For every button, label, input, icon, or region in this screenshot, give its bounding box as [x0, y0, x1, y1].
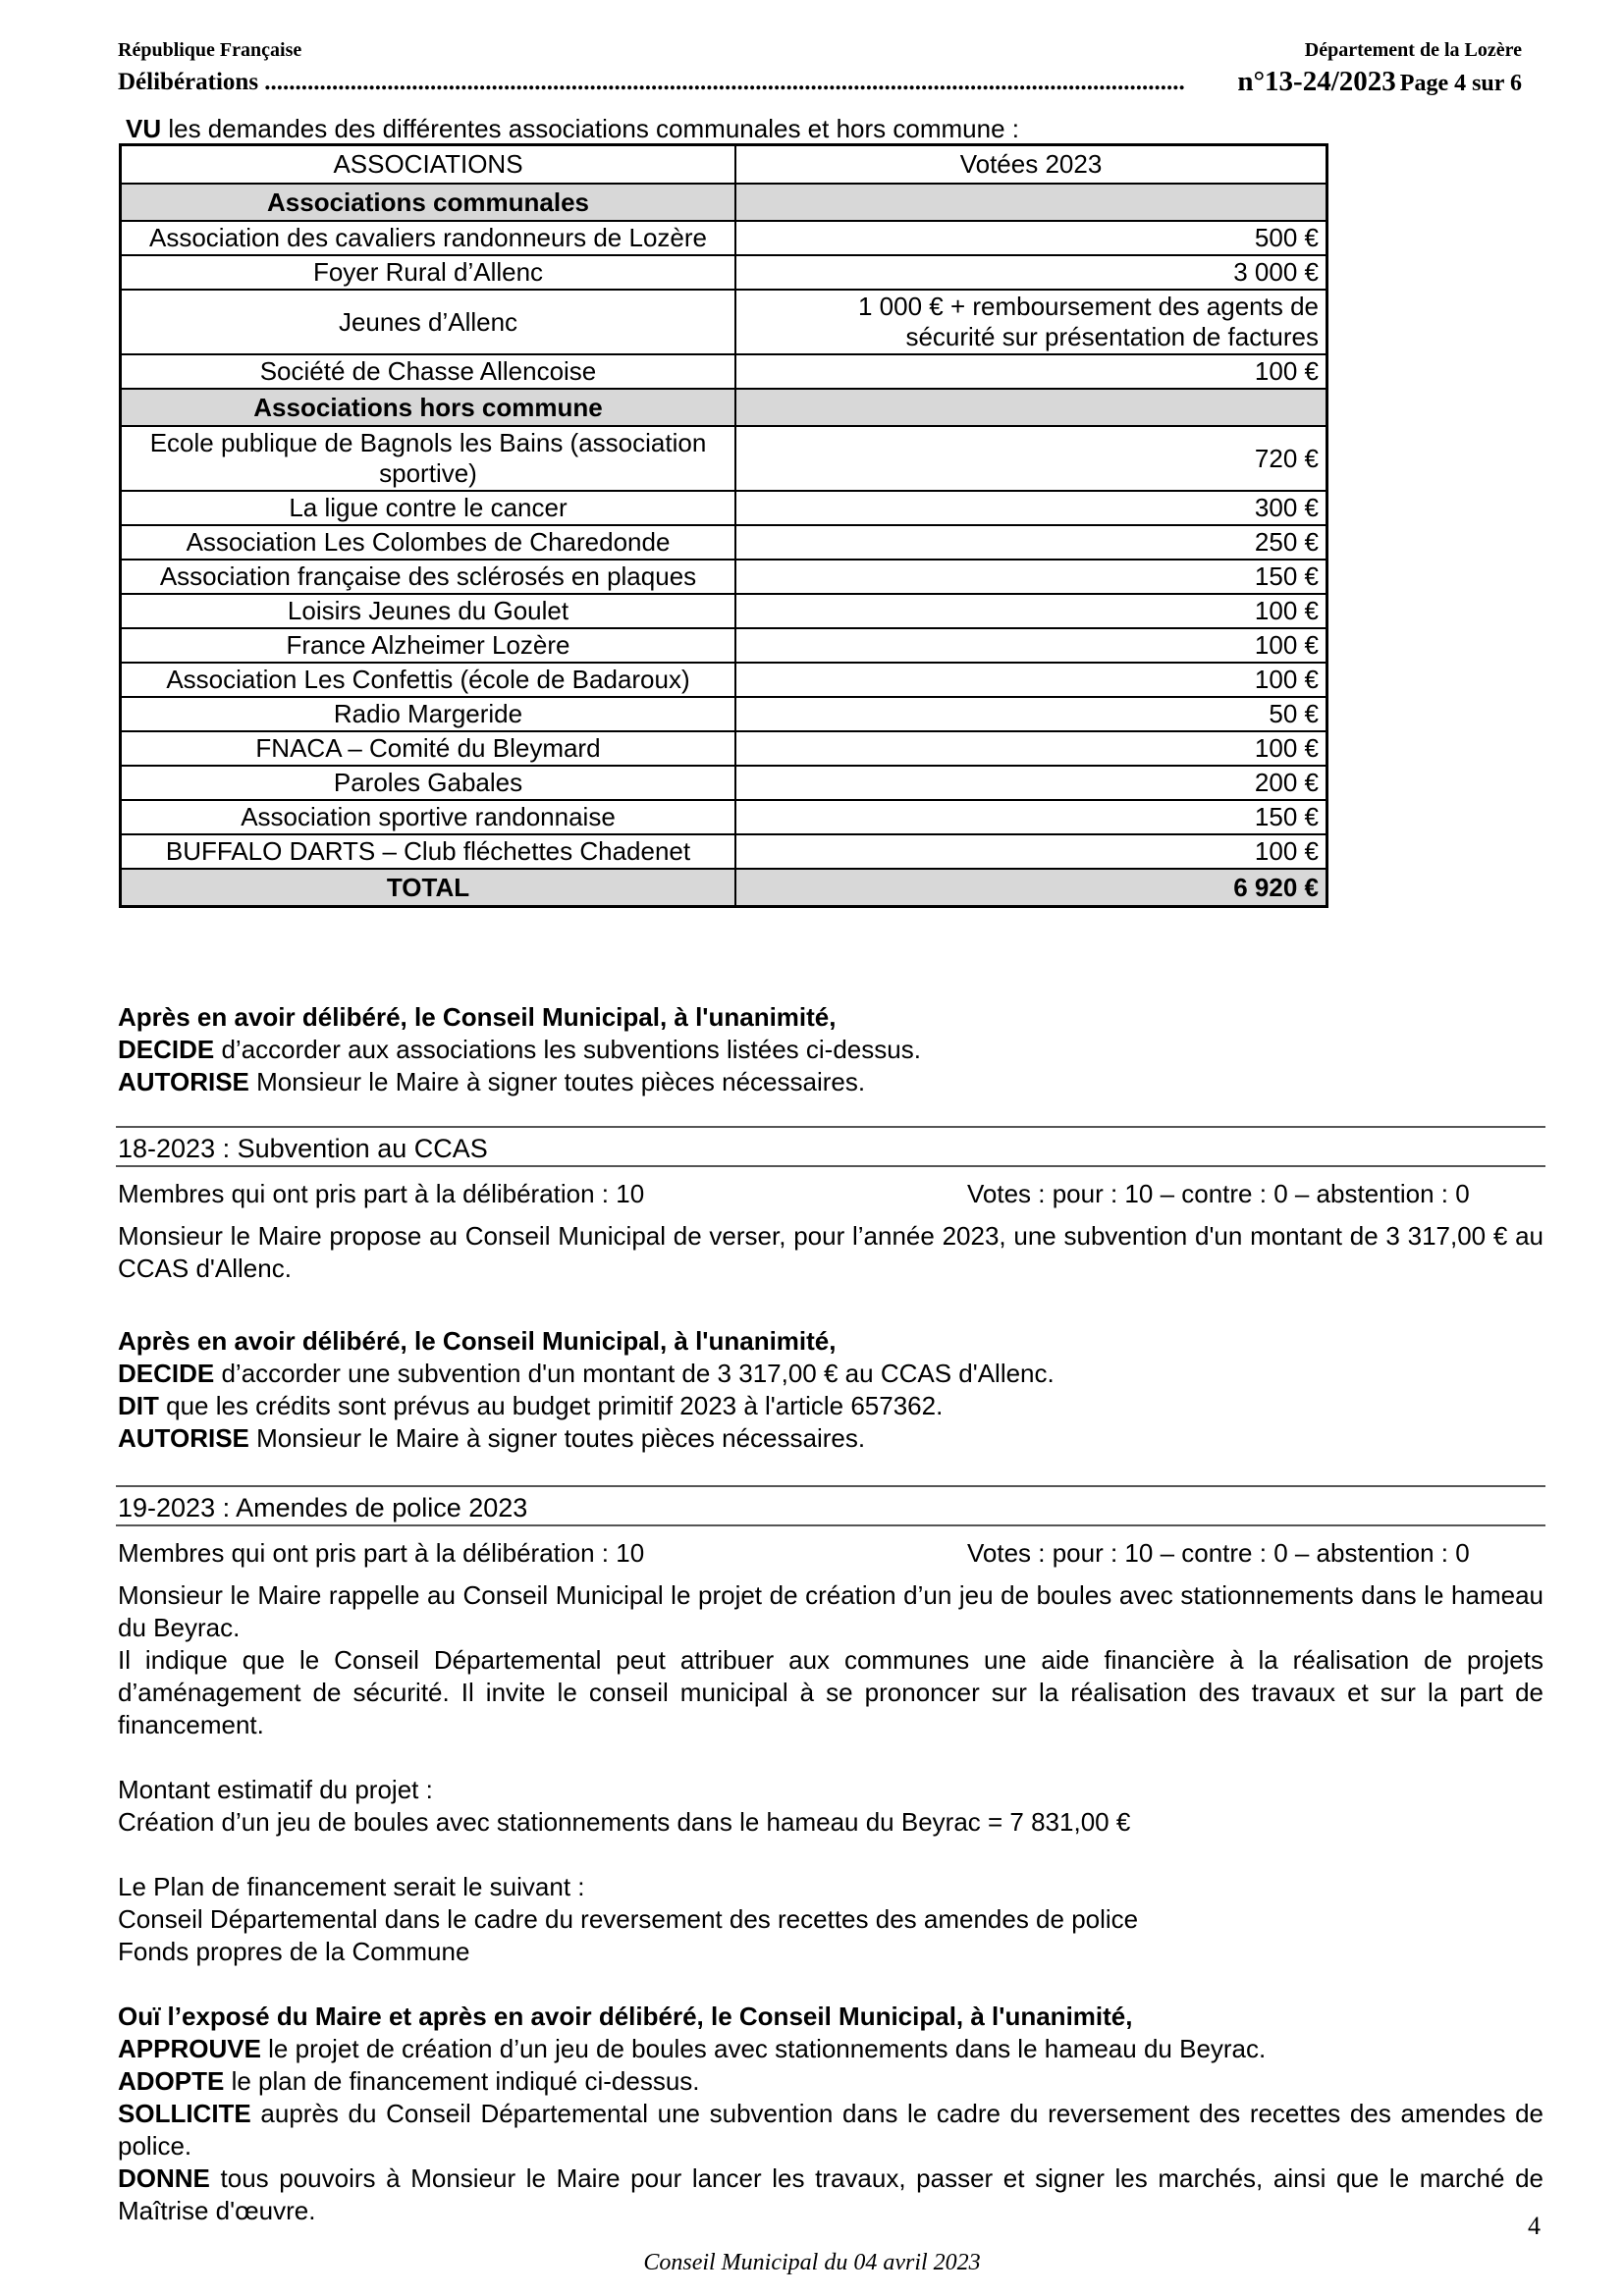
members-count-19: Membres qui ont pris part à la délibération : 10: [118, 1538, 645, 1568]
footer-caption: Conseil Municipal du 04 avril 2023: [643, 2250, 981, 2275]
table-row: [121, 834, 1327, 869]
table-row: [121, 663, 1327, 697]
approuve-keyword: APPROUVE: [118, 2034, 261, 2063]
table-row: [121, 594, 1327, 628]
members-count-18: Membres qui ont pris part à la délibération : 10: [118, 1179, 645, 1208]
adopte-text: le plan de financement indiqué ci-dessus.: [224, 2066, 700, 2096]
header-country: République Française: [118, 39, 302, 61]
plan-line: Fonds propres de la Commune: [118, 1937, 470, 1966]
assoc-name: Foyer Rural d’Allenc: [121, 255, 736, 290]
autorise-text: Monsieur le Maire à signer toutes pièces nécessaires.: [248, 1067, 866, 1096]
plan-label: Le Plan de financement serait le suivant :: [118, 1872, 585, 1901]
assoc-name: Paroles Gabales: [121, 766, 736, 800]
autorise-keyword: AUTORISE: [118, 1067, 249, 1096]
table-row: [121, 491, 1327, 525]
header-reference: [1237, 66, 1522, 98]
decision-block-ccas: [118, 1325, 1543, 1455]
decision-lead: Après en avoir délibéré, le Conseil Municipal, à l'unanimité,: [118, 1002, 837, 1032]
assoc-name: Association des cavaliers randonneurs de Lozère: [121, 221, 736, 255]
table-row: [121, 525, 1327, 560]
assoc-name: Jeunes d’Allenc: [121, 290, 736, 354]
montant-line: Création d’un jeu de boules avec stationnements dans le hameau du Beyrac = 7 831,00 €: [118, 1807, 1131, 1837]
assoc-amount: 100 €: [735, 594, 1327, 628]
assoc-name: BUFFALO DARTS – Club fléchettes Chadenet: [121, 834, 736, 869]
col-votees: Votées 2023: [735, 145, 1327, 185]
header-deliberations: Délibérations ......................................................................................................................................................: [118, 69, 1185, 95]
table-row: [121, 290, 1327, 354]
table-row: [121, 354, 1327, 389]
section-row-hors-commune: [121, 389, 1327, 426]
assoc-amount: 3 000 €: [735, 255, 1327, 290]
dit-text: que les crédits sont prévus au budget primitif 2023 à l'article 657362.: [158, 1391, 944, 1420]
section-label: Associations communales: [121, 184, 736, 221]
assoc-name: France Alzheimer Lozère: [121, 628, 736, 663]
assoc-name: Association Les Colombes de Charedonde: [121, 525, 736, 560]
assoc-amount: 250 €: [735, 525, 1327, 560]
header-department: Département de la Lozère: [1304, 39, 1522, 61]
assoc-amount: 100 €: [735, 354, 1327, 389]
table-row: [121, 731, 1327, 766]
table-row: [121, 221, 1327, 255]
assoc-name: Association Les Confettis (école de Badaroux): [121, 663, 736, 697]
assoc-amount: 300 €: [735, 491, 1327, 525]
intro-text: les demandes des différentes associations communales et hors commune :: [161, 114, 1019, 143]
table-row: [121, 426, 1327, 491]
page-number: 4: [1528, 2212, 1541, 2240]
sollicite-text: auprès du Conseil Départemental une subvention dans le cadre du reversement des recettes des amendes de police.: [118, 2099, 1543, 2161]
assoc-name: Ecole publique de Bagnols les Bains (association sportive): [121, 426, 736, 491]
assoc-amount: 720 €: [735, 426, 1327, 491]
sollicite-keyword: SOLLICITE: [118, 2099, 251, 2128]
total-label: TOTAL: [121, 869, 736, 907]
header-page-label: Page 4 sur 6: [1399, 71, 1522, 96]
total-amount: 6 920 €: [735, 869, 1327, 907]
assoc-name: FNACA – Comité du Bleymard: [121, 731, 736, 766]
table-total-row: [121, 869, 1327, 907]
assoc-amount: 50 €: [735, 697, 1327, 731]
assoc-amount: 100 €: [735, 628, 1327, 663]
table-row: [121, 697, 1327, 731]
header-ref-number: n°13-24/2023: [1237, 66, 1396, 97]
montant-label: Montant estimatif du projet :: [118, 1775, 433, 1804]
decide-keyword: DECIDE: [118, 1359, 215, 1388]
assoc-name: Société de Chasse Allencoise: [121, 354, 736, 389]
autorise-text: Monsieur le Maire à signer toutes pièces nécessaires.: [248, 1423, 866, 1453]
decision-block-associations: [118, 1001, 1542, 1098]
assoc-name: Association française des sclérosés en plaques: [121, 560, 736, 594]
section-label: Associations hors commune: [121, 389, 736, 426]
section-heading-19: 19-2023 : Amendes de police 2023: [116, 1485, 1545, 1526]
decide-keyword: DECIDE: [118, 1035, 215, 1064]
table-row: [121, 560, 1327, 594]
table-header-row: [121, 145, 1327, 185]
assoc-amount: 1 000 € + remboursement des agents de sécurité sur présentation de factures: [735, 290, 1327, 354]
votes-18: Votes : pour : 10 – contre : 0 – abstention : 0: [967, 1179, 1470, 1208]
assoc-amount: 500 €: [735, 221, 1327, 255]
assoc-name: Association sportive randonnaise: [121, 800, 736, 834]
section19-body: [118, 1579, 1543, 2227]
assoc-amount: 100 €: [735, 834, 1327, 869]
assoc-name: La ligue contre le cancer: [121, 491, 736, 525]
adopte-keyword: ADOPTE: [118, 2066, 225, 2096]
paragraph: Monsieur le Maire rappelle au Conseil Municipal le projet de création d’un jeu de boules avec stationnements dans le hameau du Beyrac.: [118, 1580, 1543, 1642]
decide-text: d’accorder une subvention d'un montant de 3 317,00 € au CCAS d'Allenc.: [214, 1359, 1055, 1388]
col-associations: ASSOCIATIONS: [121, 145, 736, 185]
table-row: [121, 255, 1327, 290]
intro-vu: VU: [126, 114, 162, 143]
decision-lead: Après en avoir délibéré, le Conseil Municipal, à l'unanimité,: [118, 1326, 837, 1356]
table-row: [121, 800, 1327, 834]
section-heading-18: 18-2023 : Subvention au CCAS: [116, 1126, 1545, 1167]
intro-line: [126, 113, 1019, 145]
dit-keyword: DIT: [118, 1391, 159, 1420]
decide-text: d’accorder aux associations les subventions listées ci-dessus.: [214, 1035, 921, 1064]
associations-table: [119, 143, 1328, 908]
decision-lead: Ouï l’exposé du Maire et après en avoir délibéré, le Conseil Municipal, à l'unanimité,: [118, 2002, 1133, 2031]
assoc-amount: 200 €: [735, 766, 1327, 800]
assoc-amount: 100 €: [735, 731, 1327, 766]
assoc-name: Radio Margeride: [121, 697, 736, 731]
paragraph: Il indique que le Conseil Départemental peut attribuer aux communes une aide financière à la réalisation de projets d’aménagement de sécurité. Il invite le conseil municipal à se prononcer sur la réalisation des travaux et sur la part de financement.: [118, 1645, 1543, 1739]
assoc-name: Loisirs Jeunes du Goulet: [121, 594, 736, 628]
votes-19: Votes : pour : 10 – contre : 0 – abstention : 0: [967, 1538, 1470, 1568]
autorise-keyword: AUTORISE: [118, 1423, 249, 1453]
section-row-communales: [121, 184, 1327, 221]
donne-text: tous pouvoirs à Monsieur le Maire pour lancer les travaux, passer et signer les marchés, ainsi que le marché de Maîtrise d'œuvre.: [118, 2163, 1543, 2225]
table-row: [121, 766, 1327, 800]
assoc-amount: 150 €: [735, 800, 1327, 834]
assoc-amount: 100 €: [735, 663, 1327, 697]
donne-keyword: DONNE: [118, 2163, 210, 2193]
approuve-text: le projet de création d’un jeu de boules avec stationnements dans le hameau du Beyrac.: [260, 2034, 1267, 2063]
table-row: [121, 628, 1327, 663]
plan-line: Conseil Départemental dans le cadre du reversement des recettes des amendes de police: [118, 1904, 1139, 1934]
section18-body: Monsieur le Maire propose au Conseil Municipal de verser, pour l’année 2023, une subvention d'un montant de 3 317,00 € au CCAS d'Allenc.: [118, 1221, 1543, 1283]
assoc-amount: 150 €: [735, 560, 1327, 594]
